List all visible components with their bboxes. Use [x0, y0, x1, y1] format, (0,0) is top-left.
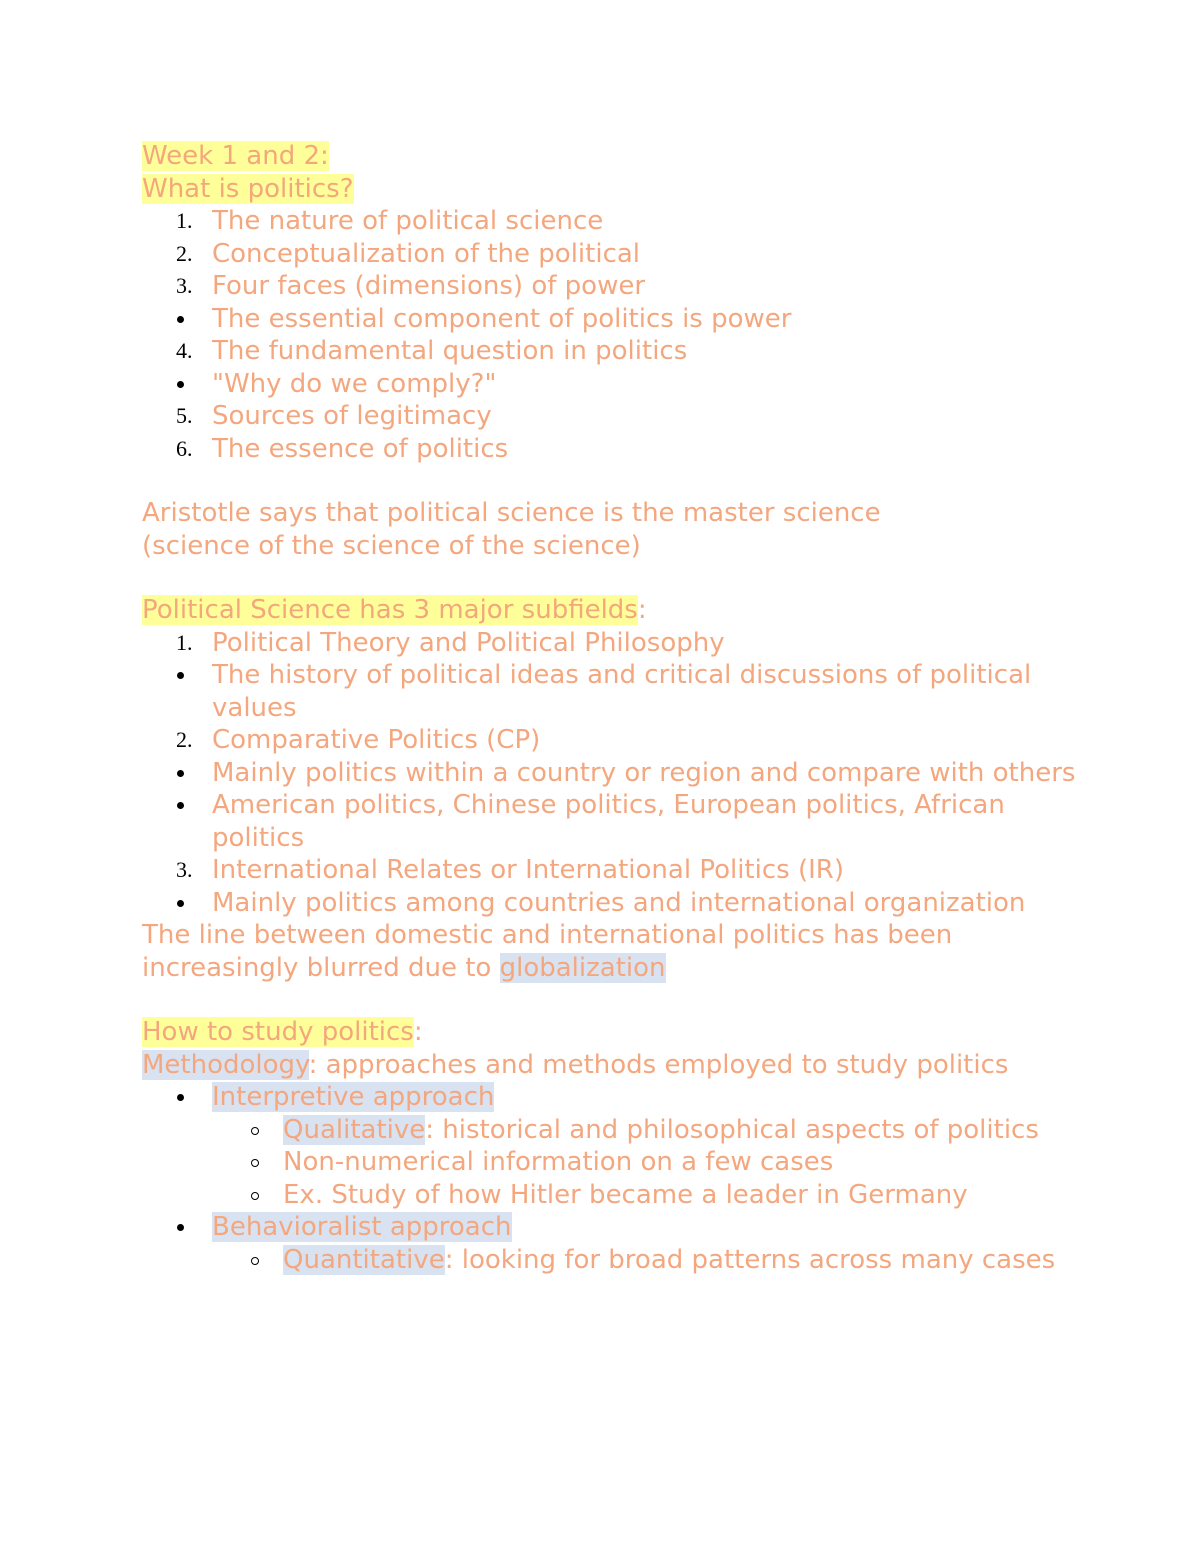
sub-list-item [142, 1179, 1082, 1212]
list-item-text: American politics, Chinese politics, European politics, African politics [212, 790, 1005, 853]
subfields-colon: : [637, 595, 647, 625]
blank-line [142, 562, 1082, 594]
circle-bullet-icon [251, 1127, 259, 1135]
week-heading: Week 1 and 2: [142, 141, 329, 171]
methodology-definition: : approaches and methods employed to study politics [308, 1049, 1009, 1080]
sub-list-item [142, 1114, 1082, 1147]
list-item [142, 270, 1082, 303]
list-item [142, 627, 1082, 660]
list-number: 5. [176, 403, 193, 428]
methodology-term: Methodology [142, 1049, 309, 1080]
circle-bullet-icon [251, 1159, 259, 1167]
line-between-2 [142, 952, 1082, 985]
question-heading: What is politics? [142, 173, 354, 204]
list-item [142, 659, 1082, 724]
aristotle-line-2: (science of the science of the science) [142, 530, 641, 561]
quantitative-term: Quantitative [283, 1244, 445, 1275]
list-number: 1. [176, 208, 193, 233]
list-number: 4. [176, 338, 193, 363]
study-heading: How to study politics [142, 1017, 414, 1047]
list-item [142, 238, 1082, 271]
list-item [142, 789, 1082, 854]
line-between-1: The line between domestic and international politics has been [142, 920, 953, 950]
circle-bullet-icon [251, 1192, 259, 1200]
list-item-text: The essential component of politics is power [212, 303, 792, 334]
list-number: 3. [176, 273, 193, 298]
bullet-icon [177, 900, 184, 907]
aristotle-line-1: Aristotle says that political science is the master science [142, 498, 881, 528]
list-number: 6. [176, 435, 193, 461]
globalization-term: globalization [499, 952, 666, 983]
interpretive-approach: Interpretive approach [212, 1082, 495, 1112]
methods-list [142, 1081, 1082, 1276]
list-item-text: Mainly politics within a country or region and compare with others [212, 757, 1076, 788]
list-item [142, 368, 1082, 401]
qualitative-definition: : historical and philosophical aspects of politics [425, 1114, 1039, 1145]
list-item-text: Comparative Politics (CP) [212, 725, 541, 755]
subfields-list [142, 627, 1082, 920]
list-item-text: International Relates or International Politics (IR) [212, 855, 844, 885]
list-item [142, 887, 1082, 920]
sub-list-item [142, 1146, 1082, 1179]
bullet-icon [177, 672, 184, 679]
bullet-icon [177, 381, 184, 388]
list-item-text: The nature of political science [212, 206, 604, 236]
document-body [142, 140, 1082, 1276]
sub-list-item-text: Non-numerical information on a few cases [283, 1147, 834, 1177]
qualitative-term: Qualitative [283, 1114, 426, 1145]
blank-line [142, 984, 1082, 1016]
subfields-heading-line [142, 594, 1082, 627]
list-item-text: The essence of politics [212, 433, 509, 464]
bullet-icon [177, 770, 184, 777]
week-heading-line [142, 140, 1082, 173]
list-item [142, 724, 1082, 757]
list-item-text: Conceptualization of the political [212, 238, 641, 269]
list-number: 2. [176, 240, 193, 266]
quantitative-definition: : looking for broad patterns across many cases [444, 1244, 1056, 1275]
bullet-icon [177, 1224, 184, 1231]
list-item [142, 400, 1082, 433]
sub-list-item [142, 1244, 1082, 1277]
list-item-text: Political Theory and Political Philosophy [212, 627, 725, 658]
list-number: 3. [176, 857, 193, 882]
methodology-line [142, 1049, 1082, 1082]
blank-line [142, 465, 1082, 497]
list-item-text: Mainly politics among countries and international organization [212, 887, 1026, 918]
bullet-icon [177, 802, 184, 809]
list-item [142, 433, 1082, 466]
list-item [142, 303, 1082, 336]
list-number: 2. [176, 727, 193, 752]
study-heading-line [142, 1016, 1082, 1049]
list-item [142, 335, 1082, 368]
list-item [142, 757, 1082, 790]
behavioralist-approach: Behavioralist approach [212, 1212, 512, 1242]
list-item [142, 1211, 1082, 1244]
study-colon: : [413, 1017, 423, 1047]
list-item [142, 205, 1082, 238]
question-heading-line [142, 173, 1082, 206]
subfields-heading: Political Science has 3 major subfields [142, 595, 638, 625]
list-item [142, 854, 1082, 887]
list-item-text: The fundamental question in politics [212, 336, 688, 366]
list-item-text: "Why do we comply?" [212, 368, 497, 399]
list-item-text: Four faces (dimensions) of power [212, 271, 646, 301]
sub-list-item-text: Ex. Study of how Hitler became a leader in Germany [283, 1179, 968, 1210]
bullet-icon [177, 316, 184, 323]
list-number: 1. [176, 629, 193, 655]
circle-bullet-icon [251, 1257, 259, 1265]
list-item-text: The history of political ideas and critical discussions of political values [212, 660, 1032, 723]
list-item [142, 1081, 1082, 1114]
list-item-text: Sources of legitimacy [212, 401, 492, 431]
topics-list [142, 205, 1082, 465]
line-between-text: increasingly blurred due to [142, 952, 500, 983]
bullet-icon [177, 1094, 184, 1101]
